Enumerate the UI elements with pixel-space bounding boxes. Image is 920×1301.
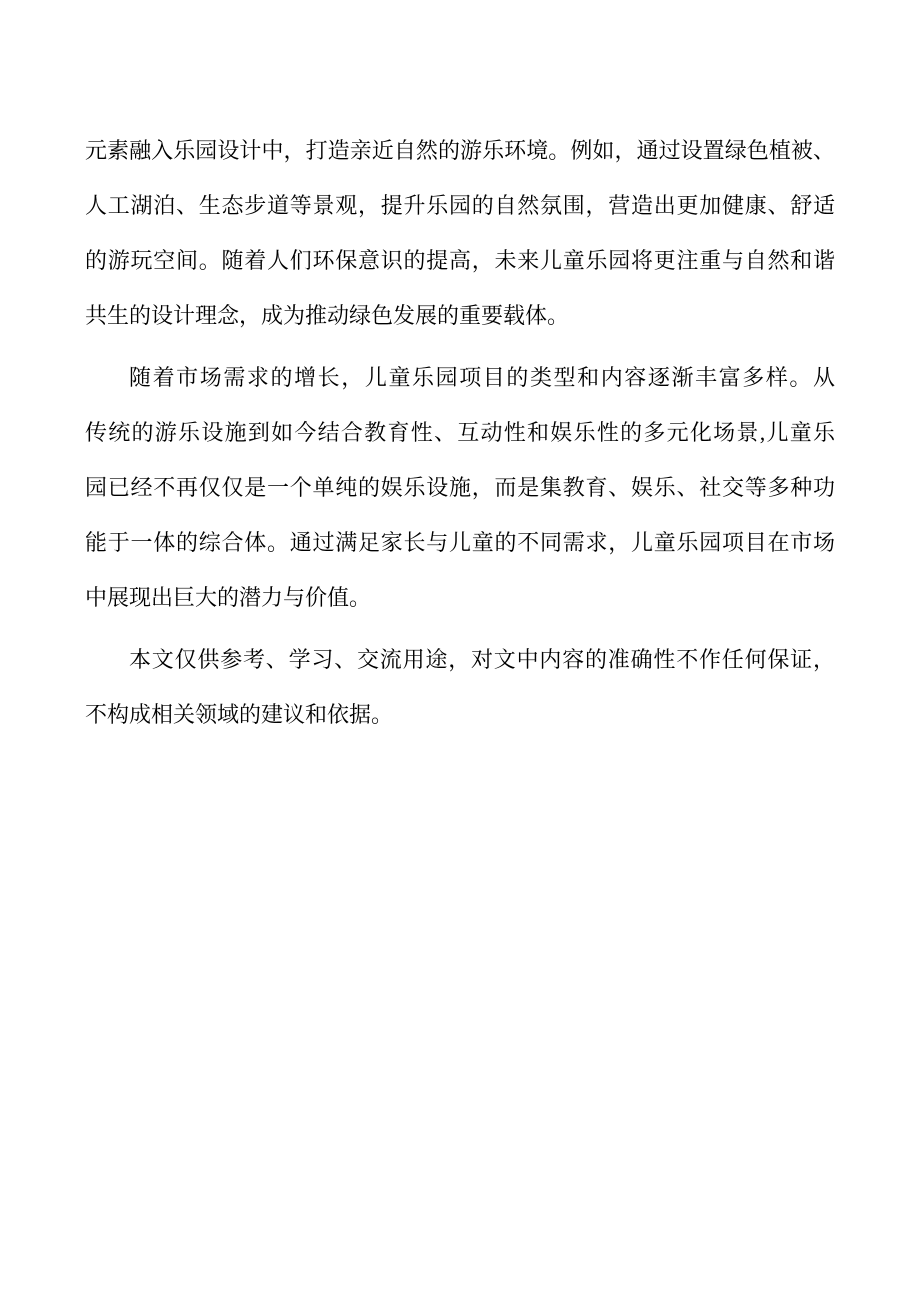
text-line: 传统的游乐设施到如今结合教育性、互动性和娱乐性的多元化场景,儿童乐: [85, 420, 835, 445]
paragraph-market-demand: [85, 350, 835, 625]
text-line: 不构成相关领域的建议和依据。: [85, 702, 394, 727]
text-line: 中展现出巨大的潜力与价值。: [85, 585, 372, 610]
text-line: 能于一体的综合体。通过满足家长与儿童的不同需求，儿童乐园项目在市场: [85, 530, 835, 555]
text-line: 人工湖泊、生态步道等景观，提升乐园的自然氛围，营造出更加健康、舒适: [85, 193, 835, 218]
text-line: 共生的设计理念，成为推动绿色发展的重要载体。: [85, 303, 570, 328]
text-line: 的游玩空间。随着人们环保意识的提高，未来儿童乐园将更注重与自然和谐: [85, 248, 835, 273]
text-line: 园已经不再仅仅是一个单纯的娱乐设施，而是集教育、娱乐、社交等多种功: [85, 475, 835, 500]
text-line: 本文仅供参考、学习、交流用途，对文中内容的准确性不作任何保证，: [129, 647, 835, 672]
paragraph-continuation: [85, 123, 835, 343]
text-line: 随着市场需求的增长，儿童乐园项目的类型和内容逐渐丰富多样。从: [129, 365, 835, 390]
paragraph-disclaimer: [85, 632, 835, 742]
text-line: 元素融入乐园设计中，打造亲近自然的游乐环境。例如，通过设置绿色植被、: [85, 138, 835, 163]
document-body: [85, 123, 835, 749]
